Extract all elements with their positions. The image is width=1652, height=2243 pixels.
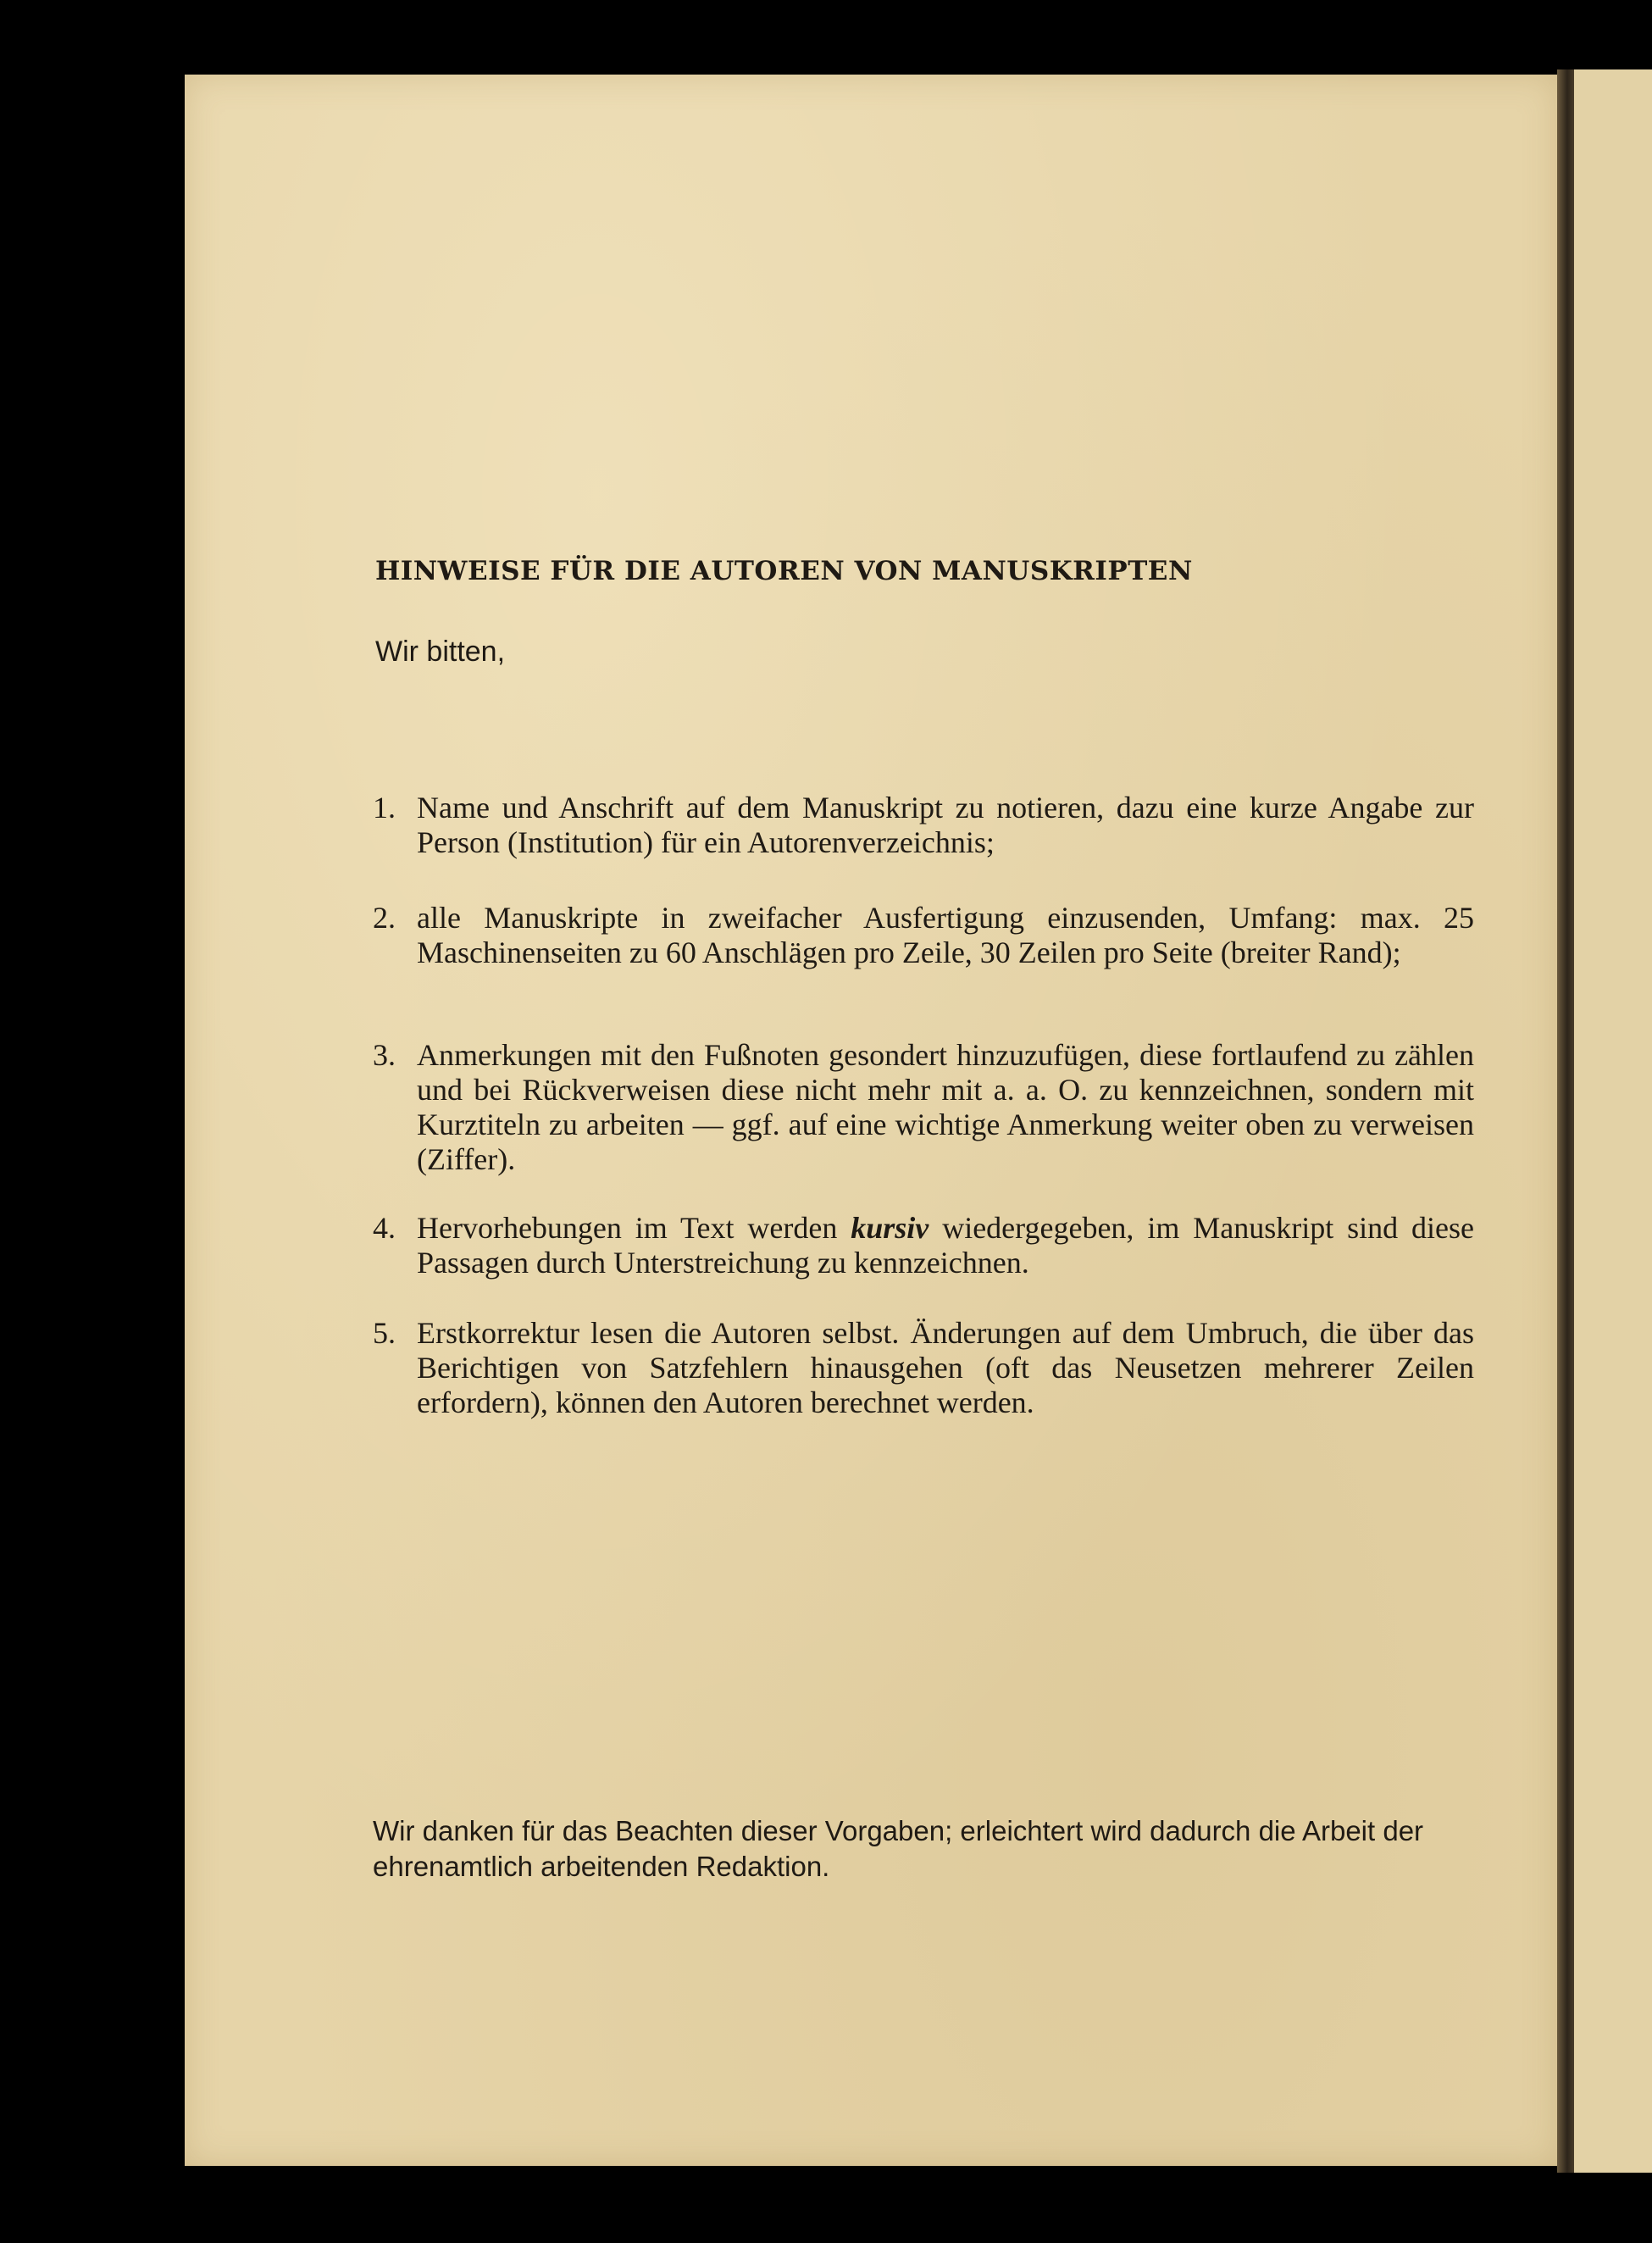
list-item-2 [373,901,1474,970]
closing-text: Wir danken für das Beachten dieser Vorgaben; erleichtert wird dadurch die Arbeit der ehrenamtlich arbeitenden Redaktion. [373,1815,1424,1882]
list-item-4 [373,1211,1474,1280]
page-title: HINWEISE FÜR DIE AUTOREN VON MANUSKRIPTEN [375,556,1193,586]
list-item-number: 1. [373,791,396,824]
intro-text: Wir bitten, [375,636,506,668]
list-item-5 [373,1316,1474,1420]
list-item-text [417,1211,1474,1280]
list-item-text-after: wiedergegeben, im Manuskript sind diese Passagen durch Unterstreichung zu kennzeichnen. [417,1211,1474,1280]
emphasis-text: kursiv [851,1211,929,1245]
list-item-text: Erstkorrektur lesen die Autoren selbst. Änderungen auf dem Umbruch, die über das Berichtigen von Satzfehlern hinausgehen (oft das Neusetzen mehrerer Zeilen erfordern), können den Autoren berechnet werden. [417,1316,1474,1419]
list-item-1 [373,791,1474,860]
list-item-number: 2. [373,901,396,935]
list-item-text: Name und Anschrift auf dem Manuskript zu notieren, dazu eine kurze Angabe zur Person (Institution) für ein Autorenverzeichnis; [417,791,1474,859]
adjacent-page-edge [1574,69,1652,2173]
list-item-text: alle Manuskripte in zweifacher Ausfertigung einzusenden, Umfang: max. 25 Maschinenseiten zu 60 Anschlägen pro Zeile, 30 Zeilen pro Seite (breiter Rand); [417,901,1474,969]
list-item-text: Anmerkungen mit den Fußnoten gesondert hinzuzufügen, diese fortlaufend zu zählen und bei Rückverweisen diese nicht mehr mit a. a. O. zu kennzeichnen, sondern mit Kurztiteln zu arbeiten — ggf. auf eine wichtige Anmerkung weiter oben zu verweisen (Ziffer). [417,1038,1474,1176]
list-item-3 [373,1038,1474,1177]
document-page [185,75,1557,2166]
list-item-number: 4. [373,1211,396,1245]
book-spine [1557,69,1574,2173]
list-item-number: 3. [373,1038,396,1072]
list-item-text-before: Hervorhebungen im Text werden [417,1211,851,1245]
list-item-number: 5. [373,1316,396,1350]
